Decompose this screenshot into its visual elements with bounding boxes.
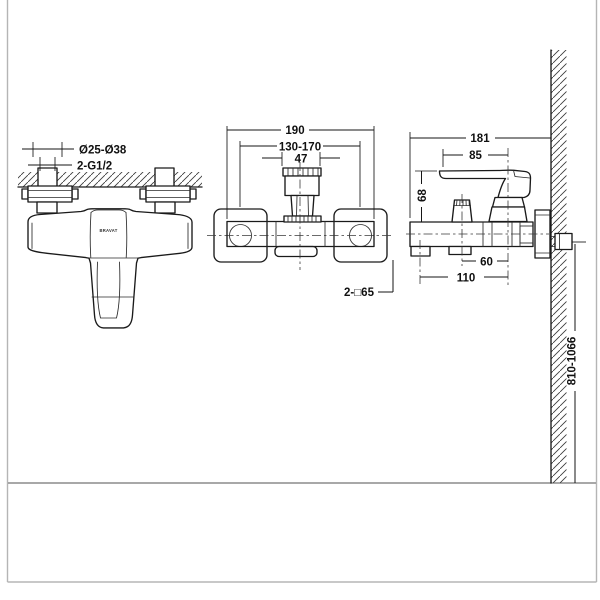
side-view: [406, 50, 586, 483]
brand-logo: BRAVAT: [99, 228, 118, 233]
inlet-stem-left: [37, 202, 57, 213]
front-view: [18, 142, 202, 328]
dim-label-handle-depth: 85: [469, 150, 482, 162]
union-left: [22, 186, 78, 202]
cartridge-collar: [493, 198, 525, 208]
dim-label-escutcheon-spec: 2-□65: [344, 287, 374, 299]
inlet-stem-right: [155, 202, 175, 213]
body-bar-details: [267, 222, 334, 247]
escutcheon-left: [214, 209, 267, 262]
dim-label-overall-depth: 181: [470, 133, 490, 145]
faucet-body-front: [28, 209, 192, 328]
cartridge-column: [283, 168, 321, 222]
dim-label-escutcheon-diameter: Ø25-Ø38: [79, 144, 127, 157]
dim-label-diverter-to-valve: 60: [480, 256, 493, 269]
dim-label-spout-to-valve: 110: [456, 272, 476, 285]
bottom-outlet-tab: [275, 247, 317, 257]
hose-outlet-tab: [449, 247, 471, 255]
spout-outlet: [411, 247, 430, 257]
plan-view: [207, 125, 394, 299]
dim-label-cartridge-width: 47: [294, 153, 308, 166]
thread-connector-left: [38, 168, 57, 187]
dim-label-overall-width: 190: [285, 125, 305, 137]
thread-connector-right: [155, 168, 174, 187]
dim-label-handle-height: 68: [416, 189, 429, 202]
union-right: [140, 186, 196, 202]
dim-label-mounting-height: 810-1066: [566, 336, 579, 386]
through-wall-fitting: [551, 234, 586, 250]
wall-hatch-vertical: [552, 50, 567, 483]
dim-label-thread-spec: 2-G1/2: [77, 160, 113, 173]
dim-label-center-distance: 130-170: [278, 141, 322, 154]
